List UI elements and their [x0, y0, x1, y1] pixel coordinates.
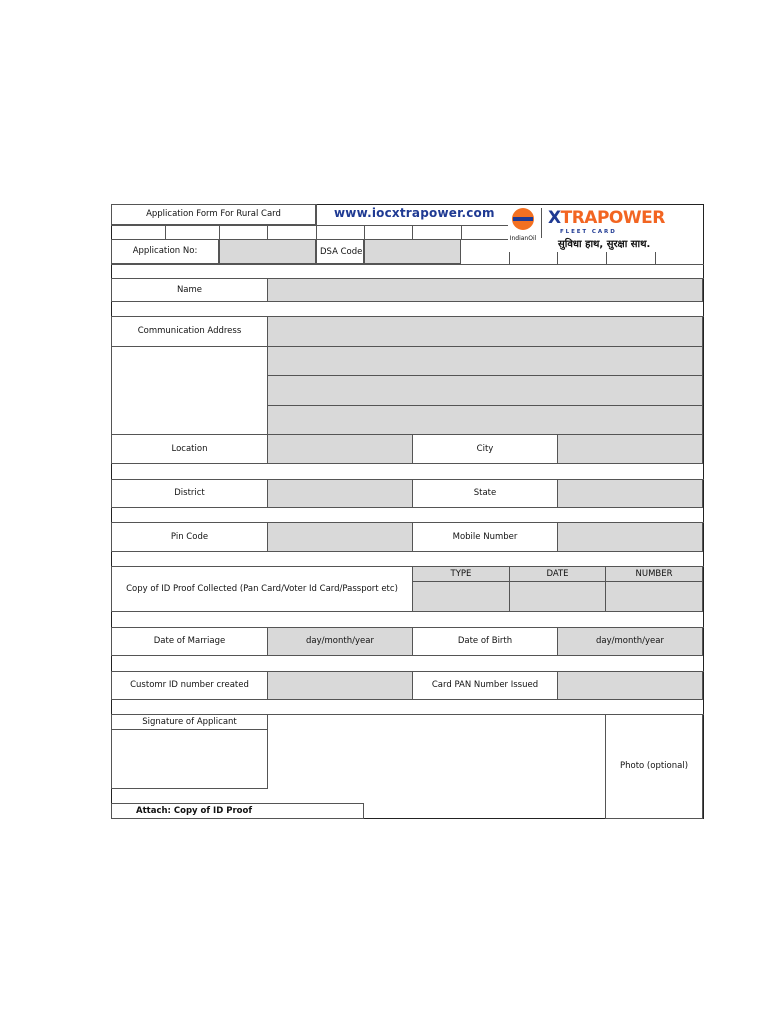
mobile-number-label: Mobile Number [412, 522, 558, 552]
state-label: State [412, 479, 558, 508]
id-proof-label: Copy of ID Proof Collected (Pan Card/Voter Id Card/Passport etc) [111, 566, 413, 612]
address-line-2-input[interactable] [267, 346, 703, 376]
date-of-marriage-input[interactable]: day/month/year [267, 627, 413, 656]
indianoil-logo: IndianOil [508, 206, 538, 242]
address-line-4-input[interactable] [267, 405, 703, 435]
mobile-number-input[interactable] [557, 522, 703, 552]
communication-address-label: Communication Address [111, 316, 268, 347]
id-type-input[interactable] [412, 581, 510, 612]
card-pan-label: Card PAN Number Issued [412, 671, 558, 700]
xtrapower-logo: XTRAPOWER [548, 208, 665, 228]
date-of-birth-input[interactable]: day/month/year [557, 627, 703, 656]
location-label: Location [111, 434, 268, 464]
address-blank [111, 346, 268, 435]
address-line-1-input[interactable] [267, 316, 703, 347]
tagline: सुविधा हाथ, सुरक्षा साथ. [558, 239, 651, 250]
photo-box[interactable]: Photo (optional) [605, 714, 703, 819]
signature-box[interactable] [111, 729, 268, 789]
city-label: City [412, 434, 558, 464]
signature-label: Signature of Applicant [111, 714, 268, 730]
form-title: Application Form For Rural Card [111, 204, 316, 225]
name-input[interactable] [267, 278, 703, 302]
id-number-header: NUMBER [605, 566, 703, 582]
id-type-header: TYPE [412, 566, 510, 582]
dsa-code-label: DSA Code [316, 239, 364, 264]
application-no-input[interactable] [219, 239, 316, 264]
date-of-marriage-label: Date of Marriage [111, 627, 268, 656]
date-of-birth-label: Date of Birth [412, 627, 558, 656]
card-pan-input[interactable] [557, 671, 703, 700]
pin-code-input[interactable] [267, 522, 413, 552]
district-label: District [111, 479, 268, 508]
application-no-label: Application No: [111, 239, 219, 264]
address-line-3-input[interactable] [267, 375, 703, 406]
state-input[interactable] [557, 479, 703, 508]
website-url[interactable]: www.iocxtrapower.com [334, 206, 495, 220]
city-input[interactable] [557, 434, 703, 464]
dsa-code-input[interactable] [364, 239, 461, 264]
id-date-input[interactable] [509, 581, 606, 612]
location-input[interactable] [267, 434, 413, 464]
id-date-header: DATE [509, 566, 606, 582]
district-input[interactable] [267, 479, 413, 508]
name-label: Name [111, 278, 268, 302]
customer-id-label: Customr ID number created [111, 671, 268, 700]
id-number-input[interactable] [605, 581, 703, 612]
customer-id-input[interactable] [267, 671, 413, 700]
fleet-card-text: F L E E T C A R D [560, 229, 615, 235]
attach-id-proof-label: Attach: Copy of ID Proof [111, 803, 364, 819]
pin-code-label: Pin Code [111, 522, 268, 552]
